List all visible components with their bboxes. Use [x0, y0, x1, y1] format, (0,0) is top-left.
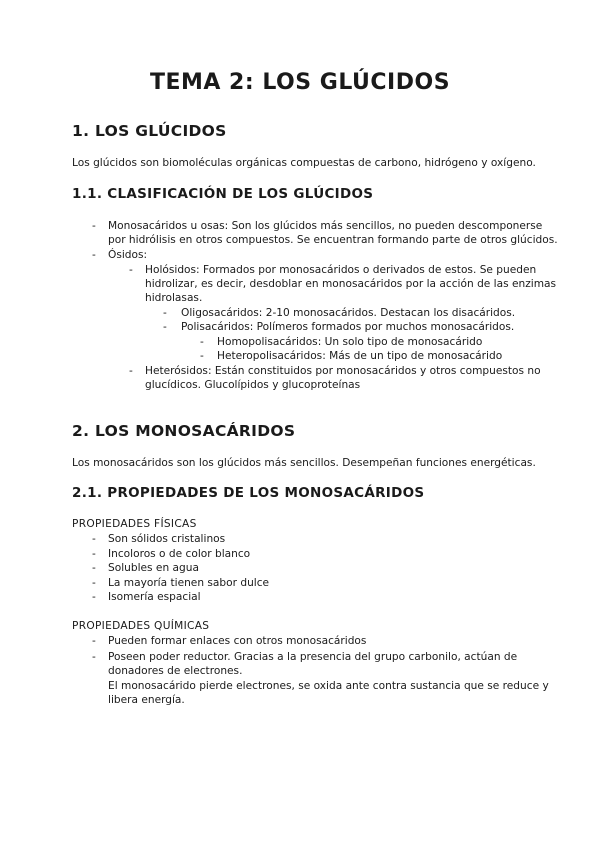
propiedades-quimicas-label: PROPIEDADES QUÍMICAS — [72, 620, 210, 632]
list-item: Pueden formar enlaces con otros monosacáridos — [108, 635, 367, 647]
propiedades-fisicas-label: PROPIEDADES FÍSICAS — [72, 518, 197, 530]
list-item-osidos: Ósidos: — [108, 249, 148, 261]
list-item: Poseen poder reductor. Gracias a la presencia del grupo carbonilo, actúan de — [108, 651, 518, 663]
list-bullet: - — [92, 577, 96, 589]
section-2-heading: 2. LOS MONOSACÁRIDOS — [72, 422, 296, 440]
list-item-holosidos: Holósidos: Formados por monosacáridos o derivados de estos. Se pueden — [145, 264, 537, 276]
list-item: Son sólidos cristalinos — [108, 533, 226, 545]
section-1-intro: Los glúcidos son biomoléculas orgánicas compuestas de carbono, hidrógeno y oxígeno. — [72, 157, 536, 169]
list-bullet: - — [129, 365, 133, 377]
list-item-holosidos-cont: hidrolasas. — [145, 292, 203, 304]
list-bullet: - — [92, 591, 96, 603]
list-item-homopolisacaridos: Homopolisacáridos: Un solo tipo de monosacárido — [217, 336, 483, 348]
list-bullet: - — [92, 651, 96, 663]
list-item-heterosidos-cont: glucídicos. Glucolípidos y glucoproteínas — [145, 379, 361, 391]
list-bullet: - — [92, 635, 96, 647]
list-item-cont: libera energía. — [108, 694, 185, 706]
list-item-monosacaridos-cont: por hidrólisis en otros compuestos. Se encuentran formando parte de otros glúcidos. — [108, 234, 558, 246]
list-item-cont: donadores de electrones. — [108, 665, 243, 677]
list-item: La mayoría tienen sabor dulce — [108, 577, 270, 589]
page-title: TEMA 2: LOS GLÚCIDOS — [149, 70, 451, 95]
list-item: Incoloros o de color blanco — [108, 548, 251, 560]
list-item-heteropolisacaridos: Heteropolisacáridos: Más de un tipo de monosacárido — [217, 350, 503, 362]
list-item-monosacaridos: Monosacáridos u osas: Son los glúcidos más sencillos, no pueden descomponerse — [108, 220, 543, 232]
list-bullet: - — [92, 548, 96, 560]
section-1-1-heading: 1.1. CLASIFICACIÓN DE LOS GLÚCIDOS — [72, 186, 374, 202]
list-item-oligosacaridos: Oligosacáridos: 2-10 monosacáridos. Destacan los disacáridos. — [181, 307, 516, 319]
list-bullet: - — [129, 264, 133, 276]
list-item-polisacaridos: Polisacáridos: Polímeros formados por muchos monosacáridos. — [181, 321, 515, 333]
list-bullet: - — [92, 533, 96, 545]
list-bullet: - — [92, 562, 96, 574]
section-1-heading: 1. LOS GLÚCIDOS — [72, 122, 227, 140]
list-bullet: - — [92, 249, 96, 261]
list-bullet: - — [200, 350, 204, 362]
list-item: Solubles en agua — [108, 562, 199, 574]
section-2-1-heading: 2.1. PROPIEDADES DE LOS MONOSACÁRIDOS — [72, 485, 425, 501]
list-bullet: - — [163, 321, 167, 333]
list-bullet: - — [163, 307, 167, 319]
list-item: Isomería espacial — [108, 591, 201, 603]
list-item-holosidos-cont: hidrolizar, es decir, desdoblar en monosacáridos por la acción de las enzimas — [145, 278, 557, 290]
list-item-cont: El monosacárido pierde electrones, se oxida ante contra sustancia que se reduce y — [108, 680, 549, 692]
list-bullet: - — [92, 220, 96, 232]
list-bullet: - — [200, 336, 204, 348]
list-item-heterosidos: Heterósidos: Están constituidos por monosacáridos y otros compuestos no — [145, 365, 541, 377]
section-2-intro: Los monosacáridos son los glúcidos más sencillos. Desempeñan funciones energéticas. — [72, 457, 536, 469]
